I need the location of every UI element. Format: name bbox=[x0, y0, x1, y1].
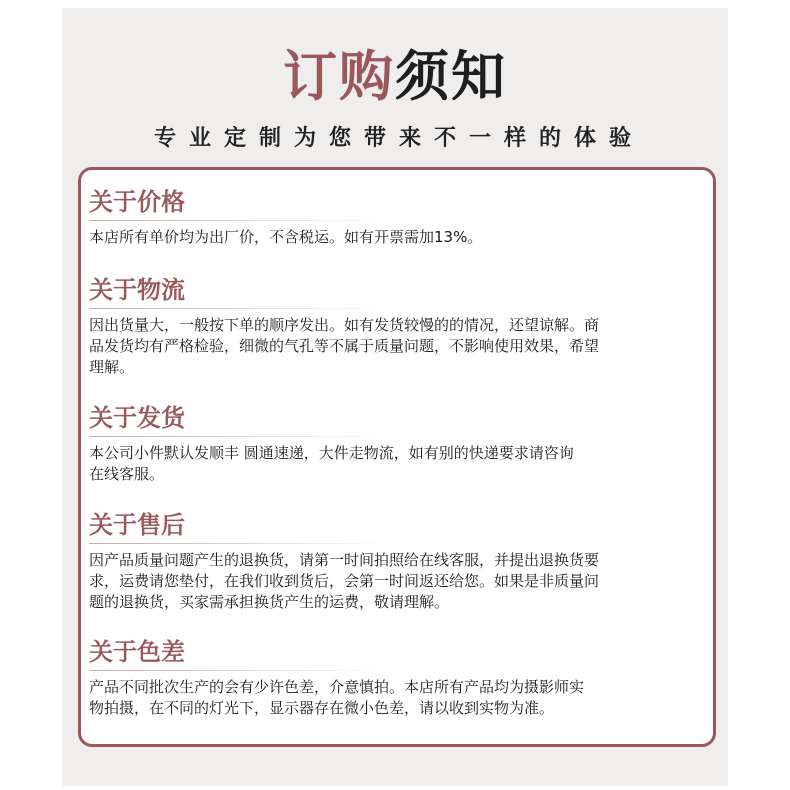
section-color-difference bbox=[89, 635, 699, 719]
section-text-line: 本公司小件默认发顺丰 圆通速递，大件走物流，如有别的快递要求请咨询 bbox=[89, 444, 574, 462]
section-text bbox=[89, 550, 699, 613]
section-heading: 关于价格 bbox=[89, 188, 185, 216]
section-divider bbox=[89, 436, 389, 437]
title-accent: 订购 bbox=[283, 45, 395, 108]
section-text-line: 物拍摄，在不同的灯光下，显示器存在微小色差，请以收到实物为准。 bbox=[89, 699, 555, 717]
section-after-sales bbox=[89, 508, 699, 613]
section-heading: 关于物流 bbox=[89, 276, 185, 304]
section-text-line: 品发货均有严格检验，细微的气孔等不属于质量问题，不影响使用效果，希望 bbox=[89, 337, 600, 355]
section-divider bbox=[89, 543, 389, 544]
section-text bbox=[89, 443, 699, 485]
section-text-line: 在线客服。 bbox=[89, 465, 165, 483]
section-text-line: 理解。 bbox=[89, 358, 135, 376]
section-heading: 关于发货 bbox=[89, 404, 185, 432]
notice-card bbox=[78, 167, 716, 747]
section-price bbox=[89, 185, 699, 248]
section-heading: 关于售后 bbox=[89, 511, 185, 539]
section-text-line: 题的退换货，买家需承担换货产生的运费，敬请理解。 bbox=[89, 593, 450, 611]
section-text-line: 因产品质量问题产生的退换货，请第一时间拍照给在线客服，并提出退换货要 bbox=[89, 551, 600, 569]
page-title bbox=[62, 44, 728, 110]
section-text bbox=[89, 315, 699, 378]
section-shipping bbox=[89, 401, 699, 485]
section-divider bbox=[89, 308, 389, 309]
section-heading: 关于色差 bbox=[89, 638, 185, 666]
section-divider bbox=[89, 220, 389, 221]
page-subtitle: 专业定制为您带来不一样的体验 bbox=[153, 126, 644, 151]
title-dark: 须知 bbox=[395, 45, 507, 108]
section-text-line: 求，运费请您垫付，在我们收到货后，会第一时间返还给您。如果是非质量问 bbox=[89, 572, 600, 590]
section-divider bbox=[89, 670, 389, 671]
section-logistics bbox=[89, 273, 699, 378]
section-text-line: 产品不同批次生产的会有少许色差，介意慎拍。本店所有产品均为摄影师实 bbox=[89, 678, 585, 696]
section-text-line: 因出货量大，一般按下单的顺序发出。如有发货较慢的的情况，还望谅解。商 bbox=[89, 316, 600, 334]
section-text bbox=[89, 227, 699, 248]
section-text bbox=[89, 677, 699, 719]
section-text-line: 本店所有单价均为出厂价，不含税运。如有开票需加13%。 bbox=[89, 228, 483, 246]
